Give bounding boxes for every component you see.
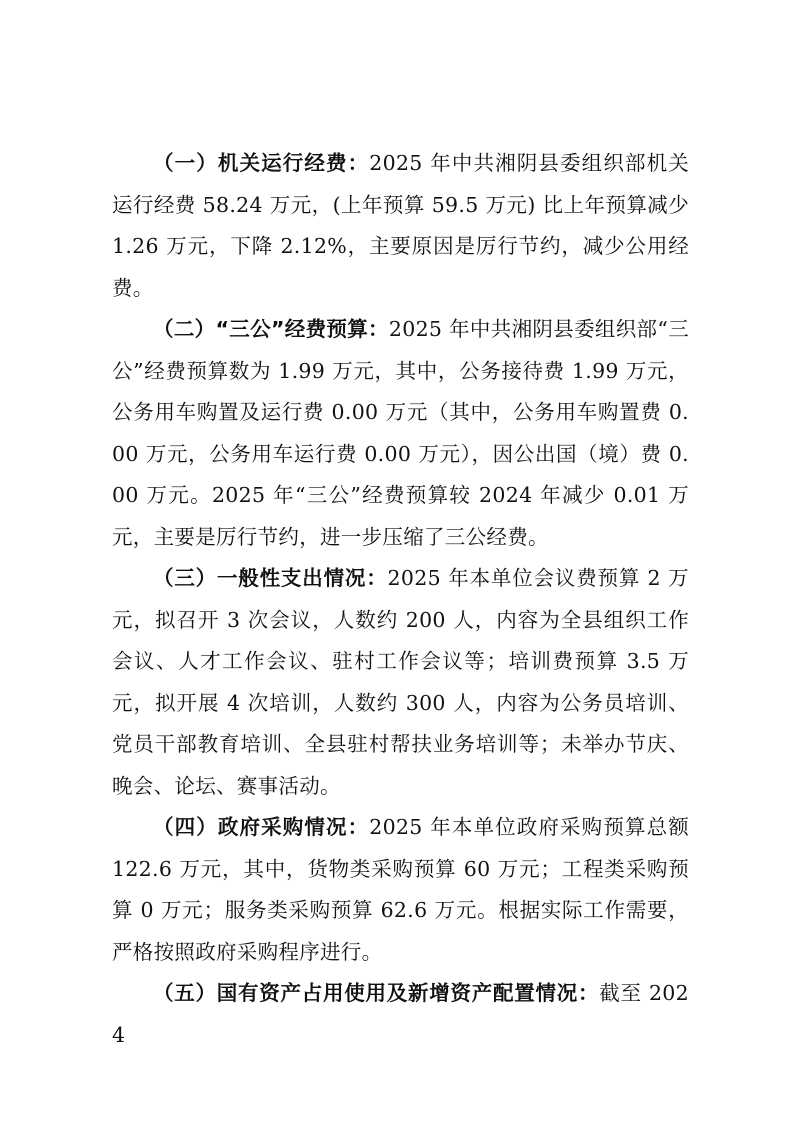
section-text: 2025 年本单位会议费预算 2 万元，拟召开 3 次会议，人数约 200 人，内容为全县组织工作会议、人才工作会议、驻村工作会议等；培训费预算 3.5 万元，拟开展 4 次培训，人数约 300 人，内容为公务员培训、党员干部教育培训、全县驻村帮扶业务培训等；未举办节庆、晚会、论坛、赛事活动。	[112, 566, 689, 798]
section-operating-expenses	[112, 143, 689, 309]
section-general-expenditure	[112, 558, 689, 807]
section-state-assets	[112, 973, 689, 1056]
section-heading: （四）政府采购情况：	[153, 815, 370, 839]
section-heading: （五）国有资产占用使用及新增资产配置情况：	[153, 981, 600, 1005]
section-text: 2025 年中共湘阴县委组织部“三公”经费预算数为 1.99 万元，其中，公务接待费 1.99 万元，公务用车购置及运行费 0.00 万元（其中，公务用车购置费 0.00 万元，公务用车运行费 0.00 万元），因公出国（境）费 0.00 万元。2025 年“三公”经费预算较 2024 年减少 0.01 万元，主要是厉行节约，进一步压缩了三公经费。	[112, 317, 689, 549]
section-heading: （二）“三公”经费预算：	[153, 317, 389, 341]
section-three-public-expenses	[112, 309, 689, 558]
section-text: 2025 年本单位政府采购预算总额 122.6 万元，其中，货物类采购预算 60 万元；工程类采购预算 0 万元；服务类采购预算 62.6 万元。根据实际工作需要，严格按照政府采购程序进行。	[112, 815, 689, 964]
section-heading: （三）一般性支出情况：	[153, 566, 388, 590]
section-text: 2025 年中共湘阴县委组织部机关运行经费 58.24 万元，(上年预算 59.5 万元) 比上年预算减少 1.26 万元，下降 2.12%，主要原因是厉行节约，减少公用经费。	[112, 151, 689, 300]
section-government-procurement	[112, 807, 689, 973]
section-text: 截至 2024	[112, 981, 689, 1047]
document-body	[112, 143, 689, 1056]
section-heading: （一）机关运行经费：	[153, 151, 370, 175]
